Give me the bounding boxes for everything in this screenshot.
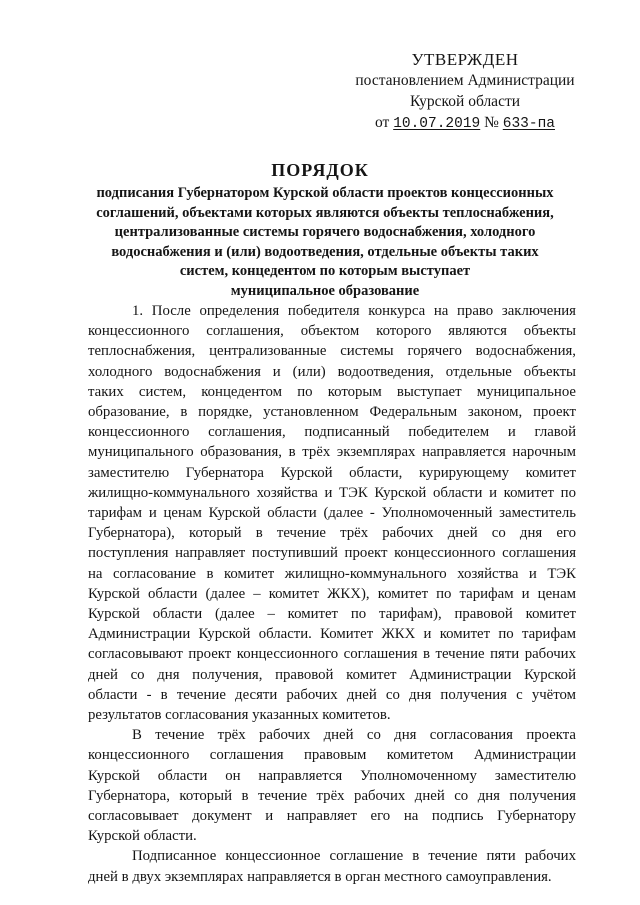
body-line: Подписанное концессионное соглашение в течение пяти рабочих (132, 848, 576, 865)
body-line: концессионного соглашения, подписанный победителем и главой (88, 424, 576, 441)
body-line: Курской области он направляется Уполномоченному заместителю (88, 767, 576, 784)
body-line: дней со дня получения, правовой комитет Администрации Курской (88, 666, 576, 683)
paragraph-1 (88, 301, 576, 725)
subtitle-line: централизованные системы горячего водоснабжения, холодного (114, 224, 536, 240)
document-body (88, 301, 576, 887)
document-subtitle (60, 184, 590, 301)
body-line: жилищно-коммунального хозяйства и ТЭК Курской области и комитет по (88, 484, 576, 501)
approval-number: 633-па (502, 116, 555, 132)
body-line: Губернатора, который в течение трёх рабочих дней со дня получения (88, 787, 576, 804)
body-line: результатов согласования указанных комитетов. (88, 707, 391, 724)
subtitle-line: водоснабжения и (или) водоотведения, отдельные объекты таких (111, 243, 539, 260)
approval-line-1: постановлением Администрации (355, 72, 575, 89)
body-line: теплоснабжения, централизованные системы горячего водоснабжения, (88, 343, 576, 360)
body-line: муниципального образования, в трёх экземплярах направляется нарочным (88, 444, 576, 461)
approval-date: 10.07.2019 (393, 116, 481, 132)
body-line: согласовывает документ и направляет его на подпись Губернатору (88, 808, 576, 825)
body-line: поступления направляет поступивший проект концессионного соглашения (88, 545, 576, 562)
body-line: дней в двух экземплярах направляется в орган местного самоуправления. (88, 868, 552, 885)
approval-line-2: Курской области (409, 93, 521, 110)
body-line: В течение трёх рабочих дней со дня согласования проекта (132, 727, 576, 744)
body-line: холодного водоснабжения и (или) водоотведения, отдельные объекты (88, 363, 576, 380)
document-title: ПОРЯДОК (271, 160, 369, 180)
body-line: образование, в порядке, установленном Федеральным законом, проект (88, 404, 576, 421)
approval-heading: УТВЕРЖДЕН (411, 50, 519, 69)
body-line: Администрации Курской области. Комитет ЖКХ и комитет по тарифам (88, 626, 576, 643)
number-sign: № (484, 114, 499, 131)
body-line: тарифам и ценам Курской области (далее - Уполномоченный заместитель (88, 505, 576, 522)
paragraph-3 (88, 846, 576, 886)
approval-stamp (345, 49, 585, 135)
body-line: Курской области (далее – комитет по тарифам), правовой комитет (88, 606, 576, 623)
body-line: Курской области. (88, 828, 197, 845)
approval-date-row (345, 112, 585, 135)
subtitle-line: соглашений, объектами которых являются объекты теплоснабжения, (96, 204, 554, 221)
body-line: заместителю Губернатора Курской области, курирующему комитет (88, 464, 576, 481)
date-prefix: от (375, 114, 390, 131)
body-line: Губернатора), который в течение трёх рабочих дней со дня его (88, 525, 576, 542)
body-line: области - в течение десяти рабочих дней со дня получения с учётом (88, 686, 576, 703)
body-line: Курской области (далее – комитет ЖКХ), комитет по тарифам и ценам (88, 585, 576, 602)
body-line: концессионного соглашения, объектом которого являются объекты (88, 323, 576, 340)
body-line: концессионного соглашения правовым комитетом Администрации (88, 747, 576, 764)
subtitle-line: муниципальное образование (230, 282, 420, 299)
subtitle-line: систем, концедентом по которым выступает (179, 263, 471, 279)
body-line: согласовывают проект концессионного соглашения в течение пяти рабочих (88, 646, 576, 663)
body-line: 1. После определения победителя конкурса на право заключения (132, 303, 576, 319)
subtitle-line: подписания Губернатором Курской области проектов концессионных (96, 185, 554, 201)
body-line: таких систем, концедентом по которым выступает муниципальное (88, 383, 576, 400)
body-line: на согласование в комитет жилищно-коммунального хозяйства и ТЭК (88, 565, 576, 582)
paragraph-2 (88, 725, 576, 846)
